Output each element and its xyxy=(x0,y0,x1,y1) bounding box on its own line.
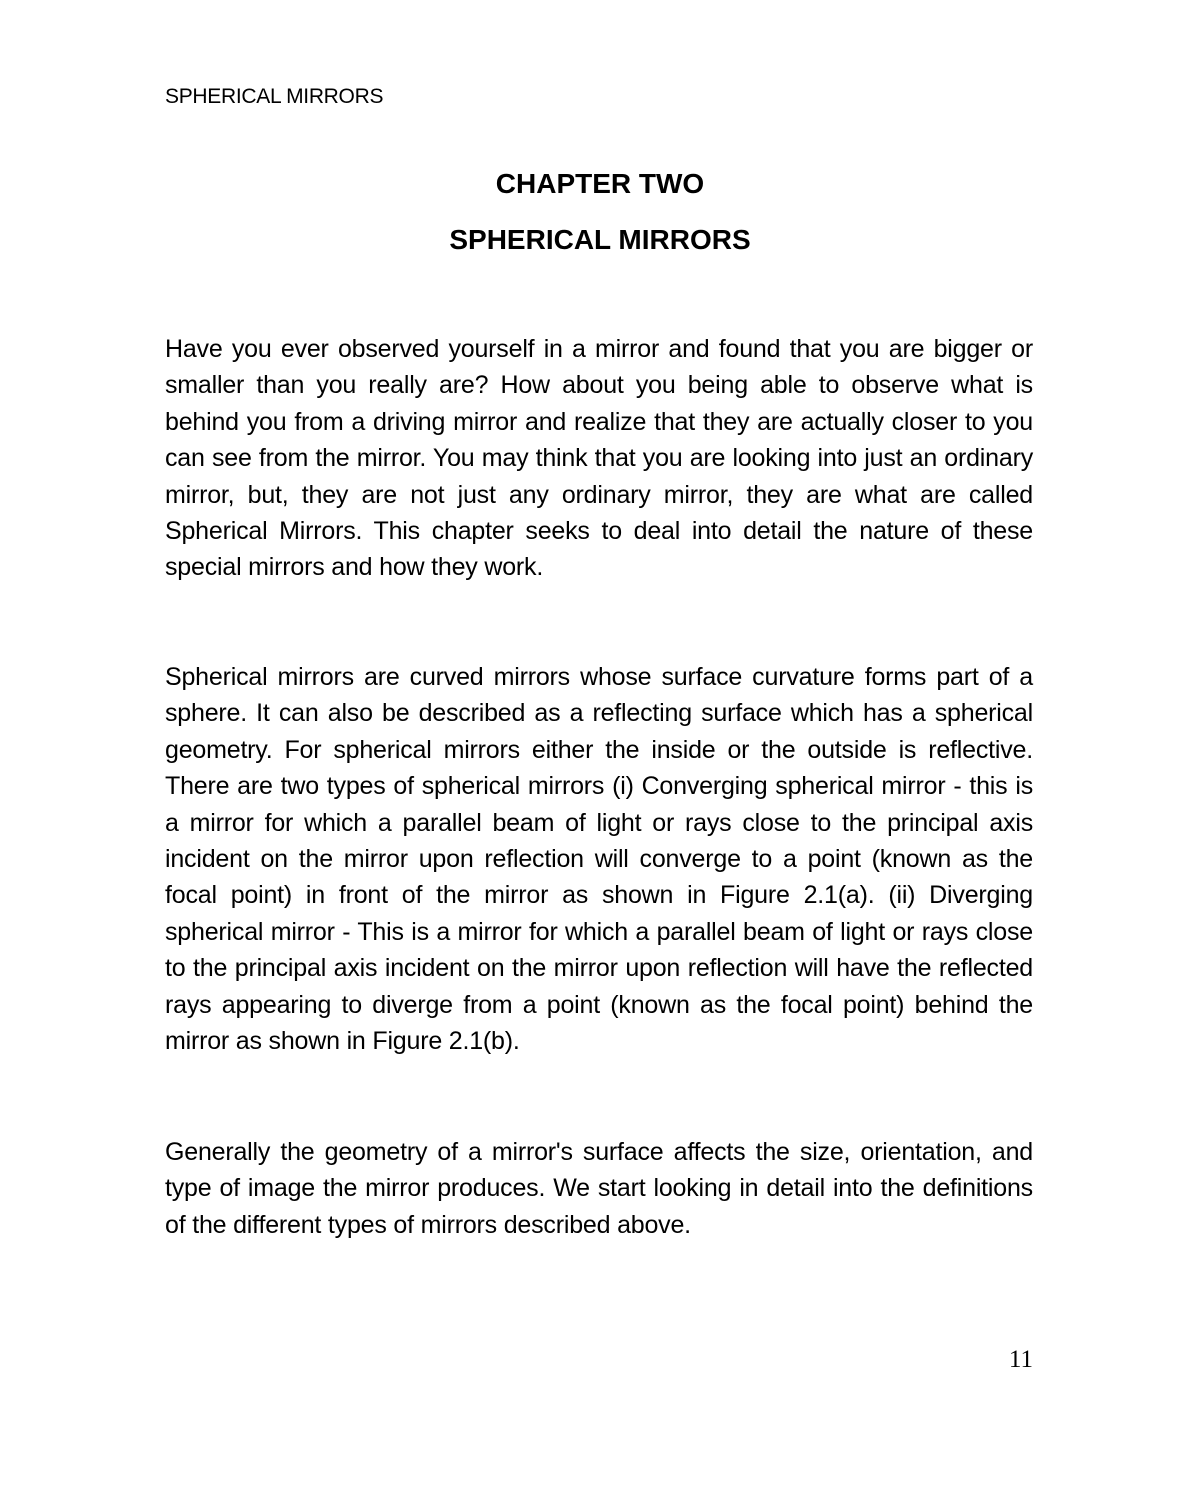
chapter-label: CHAPTER TWO xyxy=(495,168,705,199)
paragraph-geometry: Generally the geometry of a mirror's surface affects the size, orientation, and type of image the mirror produces. We start looking in detail into the definitions of the different types of mirrors described above. xyxy=(165,1138,1033,1239)
page-number: 11 xyxy=(1008,1346,1033,1373)
chapter-title: SPHERICAL MIRRORS xyxy=(449,224,751,255)
paragraph-intro: Have you ever observed yourself in a mirror and found that you are bigger or smaller than you really are? How about you being able to observe what is behind you from a driving mirror and realize that they are actually closer to you can see from the mirror. You may think that you are looking into just an ordinary mirror, but, they are not just any ordinary mirror, they are what are called Spherical Mirrors. This chapter seeks to deal into detail the nature of these special mirrors and how they work. xyxy=(165,335,1033,582)
running-header: SPHERICAL MIRRORS xyxy=(165,85,384,108)
paragraph-definition: Spherical mirrors are curved mirrors whose surface curvature forms part of a sphere. It can also be described as a reflecting surface which has a spherical geometry. For spherical mirrors either the inside or the outside is reflective. There are two types of spherical mirrors (i) Converging spherical mirror - this is a mirror for which a parallel beam of light or rays close to the principal axis incident on the mirror upon reflection will converge to a point (known as the focal point) in front of the mirror as shown in Figure 2.1(a). (ii) Diverging spherical mirror - This is a mirror for which a parallel beam of light or rays close to the principal axis incident on the mirror upon reflection will have the reflected rays appearing to diverge from a point (known as the focal point) behind the mirror as shown in Figure 2.1(b). xyxy=(165,663,1033,1056)
